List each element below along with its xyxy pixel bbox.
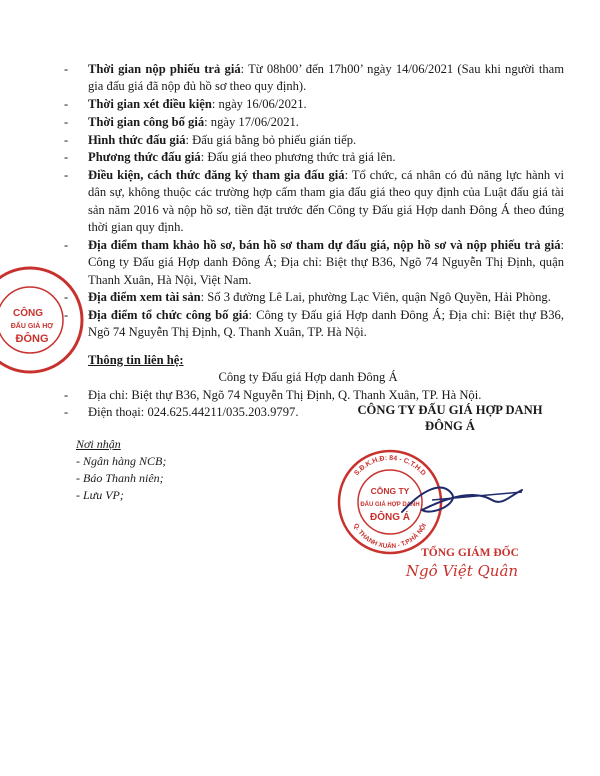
handwritten-signature xyxy=(392,470,532,530)
recipients-title: Nơi nhận xyxy=(76,437,121,451)
detail-item xyxy=(64,307,564,342)
detail-item xyxy=(64,61,564,96)
detail-label: Địa điểm tham khảo hồ sơ, bán hồ sơ tham dự đấu giá, nộp hồ sơ và nộp phiếu trả giá xyxy=(88,237,561,252)
detail-item xyxy=(64,114,564,131)
dash-marker: - xyxy=(64,290,69,305)
stamp-center-1: CÔNG TY xyxy=(370,486,410,496)
dash-marker: - xyxy=(64,150,69,165)
recipient-item: - Lưu VP; xyxy=(76,488,124,502)
detail-item xyxy=(64,96,564,113)
detail-text: : ngày 16/06/2021. xyxy=(211,97,307,112)
contact-company: Công ty Đấu giá Hợp danh Đông Á xyxy=(218,370,398,385)
detail-item xyxy=(64,149,564,166)
dash-marker: - xyxy=(64,62,69,76)
detail-item xyxy=(64,289,564,306)
detail-label: Hình thức đấu giá xyxy=(88,132,186,147)
company-name-line1: CÔNG TY ĐẤU GIÁ HỢP DANH xyxy=(357,403,543,417)
detail-text: : Công ty Đấu giá Hợp danh Đông Á; Địa chỉ: Biệt thự B36, Ngõ 74 Nguyễn Thị Định, Q. Thanh Xuân, TP. Hà Nội. xyxy=(88,308,564,340)
contact-phone: Điện thoại: 024.625.44211/035.203.9797. xyxy=(88,405,299,420)
dash-marker: - xyxy=(64,97,69,112)
detail-text: : Tổ chức, cá nhân có đủ năng lực hành vi dân sự, không thuộc các trường hợp cấm tham gia đấu giá theo quy định của Luật đấu giá tài sản năm 2016 và nộp hồ sơ, tiền đặt trước đến Công ty Đấu giá Hợp danh Đông Á theo đúng thời gian quy định. xyxy=(88,167,564,235)
detail-label: Thời gian nộp phiếu trả giá xyxy=(88,62,241,76)
detail-text: : Đấu giá theo phương thức trả giá lên. xyxy=(200,150,396,165)
detail-text: : Số 3 đường Lê Lai, phường Lạc Viên, quận Ngô Quyền, Hải Phòng. xyxy=(200,290,551,305)
dash-marker: - xyxy=(64,387,69,402)
dash-marker: - xyxy=(64,167,69,182)
detail-text: : Đấu giá bằng bỏ phiếu gián tiếp. xyxy=(185,132,357,147)
svg-text:ĐÔNG: ĐÔNG xyxy=(15,333,49,345)
recipients-block xyxy=(76,436,166,504)
dash-marker: - xyxy=(64,237,69,252)
detail-label: Phương thức đấu giá xyxy=(88,150,201,165)
stamp-center-2: ĐẤU GIÁ HỢP DANH xyxy=(360,502,420,508)
detail-label: Điều kiện, cách thức đăng ký tham gia đấu giá xyxy=(88,167,345,182)
contact-address: Địa chỉ: Biệt thự B36, Ngõ 74 Nguyễn Thị Định, Q. Thanh Xuân, TP. Hà Nội. xyxy=(88,387,482,402)
director-title: TỔNG GIÁM ĐỐC xyxy=(421,547,519,559)
detail-label: Thời gian xét điều kiện xyxy=(88,97,212,112)
svg-text:CÔNG: CÔNG xyxy=(13,308,43,319)
stamp-center-3: ĐÔNG Á xyxy=(370,512,410,523)
signature-company xyxy=(330,402,570,434)
stamp-bottom-text: Q. THANH XUÂN - T.P.HÀ NỘI xyxy=(351,522,429,551)
company-stamp-partial xyxy=(0,260,90,380)
detail-item xyxy=(64,237,564,289)
dash-marker: - xyxy=(64,132,69,147)
detail-text: : ngày 17/06/2021. xyxy=(204,114,299,129)
contact-title: Thông tin liên hệ: xyxy=(88,353,184,367)
director-name: Ngô Việt Quân xyxy=(405,562,519,580)
dash-marker: - xyxy=(64,114,69,129)
dash-marker: - xyxy=(64,405,69,420)
recipient-item: - Ngân hàng NCB; xyxy=(76,454,167,468)
auction-details-list xyxy=(64,61,564,342)
detail-text: : Công ty Đấu giá Hợp danh Đông Á; Địa chỉ: Biệt thự B36, Ngõ 74 Nguyễn Thị Định, quận Thanh Xuân, Hà Nội, Việt Nam. xyxy=(88,237,564,287)
dash-marker: - xyxy=(64,308,69,323)
detail-label: Địa điểm tổ chức công bố giá xyxy=(88,308,249,323)
company-name-line2: ĐÔNG Á xyxy=(424,419,476,433)
detail-text: : Từ 08h00’ đến 17h00’ ngày 14/06/2021 (Sau khi người tham gia đấu giá đã nộp đủ hồ sơ theo quy định). xyxy=(88,62,565,94)
detail-item xyxy=(64,167,564,237)
recipient-item: - Báo Thanh niên; xyxy=(76,471,164,485)
svg-text:ĐẤU GIÁ HỢ: ĐẤU GIÁ HỢ xyxy=(10,323,54,330)
detail-item xyxy=(64,132,564,149)
detail-label: Địa điểm xem tài sản xyxy=(88,290,201,305)
stamp-ring-text: S.Đ.K.H.Đ: 84 - C.T.H.D xyxy=(353,454,427,478)
detail-label: Thời gian công bố giá xyxy=(88,114,205,129)
